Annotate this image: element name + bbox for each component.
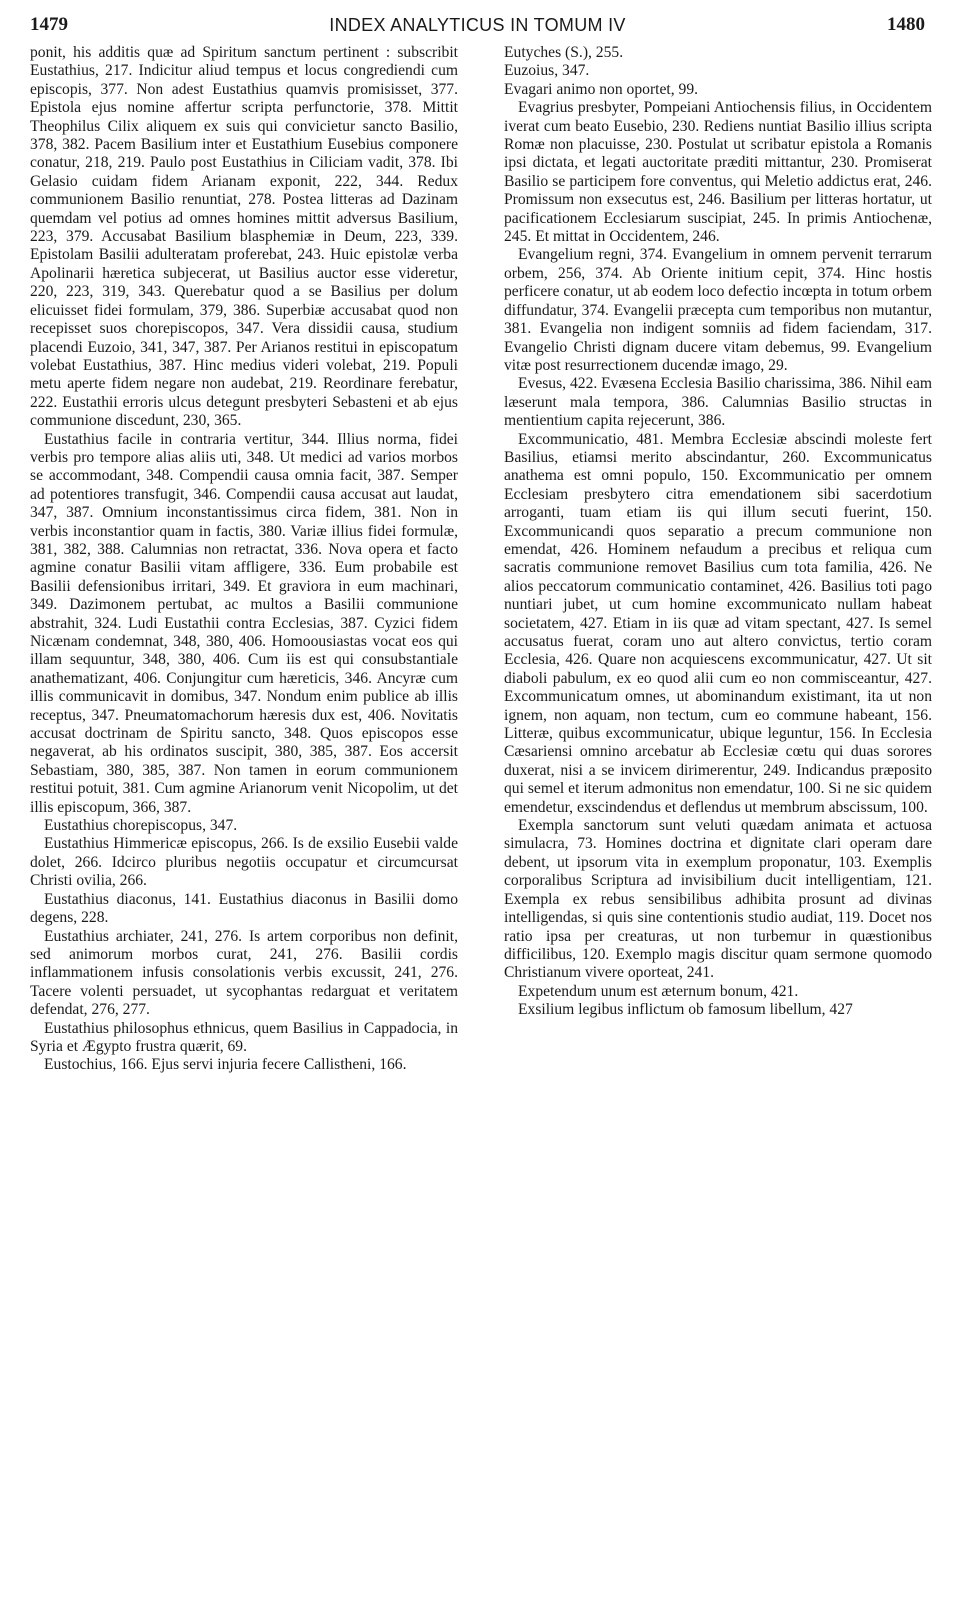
right-page-number: 1480 [887,14,925,35]
index-entry: ponit, his additis quæ ad Spiritum sanctum pertinent : subscribit Eustathius, 217. Indicitur aliud tempus et locus congrediendi cum episcopis, 377. Non adest Eustathius quamvis promisisset, 377. Epistola ejus nomine affertur scripta perfunctorie, 378. Mittit Theophilus Cilix aliquem ex suis qui convicietur sancto Basilio, 378, 382. Pacem Basilium inter et Eustathium Eusebius componere conatur, 218, 219. Paulo post Eustathius in Ciliciam vadit, 378. Ibi Gelasio cuidam fidem Arianam exponit, 222, 344. Redux communionem Basilio renuntiat, 278. Postea litteras ad Dazinam quemdam vel potius ad omnes homines mittit adversus Basilium, 223, 379. Accusabat Basilium blasphemiæ in Deum, 223, 339. Epistolam Basilii adulteratam proferebat, 243. Huic epistolæ verba Apolinarii hæretica subjecerat, ut Basilius auctor esse videretur, 220, 223, 319, 343. Querebatur quod a se Basilius per dolum elicuisset fidei formulam, 379, 386. Superbiæ accusabat quod non recepisset suos chorepiscopos, 347. Vera dissidii causa, studium placendi Euzoio, 341, 347, 387. Per Arianos restitui in episcopatum volebat Eustathius, 387. Hinc medius videri volebat, 219. Populi metu aperte fidem negare non audebat, 219. Reordinare ferebatur, 222. Eustathii erroris ulcus detegunt presbyteri Sebasteni et ab ejus communione discedunt, 230, 365. [30,44,458,430]
index-entry: Eustathius Himmericæ episcopus, 266. Is de exsilio Eusebii valde dolet, 266. Idcirco pluribus negotiis occupatur et circumcursat Christi ovilia, 266. [30,835,458,890]
index-entry: Evagrius presbyter, Pompeiani Antiochensis filius, in Occidentem iverat cum beato Eusebio, 230. Rediens nuntiat Basilio illius scripta Romæ non placuisse, 230. Postulat ut scribatur epistola a Romanis ipsi dictata, et legati auctoritate præditi mittantur, 230. Promiserat Basilio se participem fore conventus, qui Meletio addictus erat, 246. Promissum non exsecutus est, 246. Basilium per litteras hortatur, ut pacificationem Ecclesiarum suscipiat, 245. In primis Antiochenæ, 245. Et mittat in Occidentem, 246. [504,99,932,246]
running-title: INDEX ANALYTICUS IN TOMUM IV [329,15,626,35]
index-entry: Expetendum unum est æternum bonum, 421. [518,982,799,1000]
index-entry: Euzoius, 347. [504,62,590,80]
index-entry: Excommunicatio, 481. Membra Ecclesiæ abscindi moleste fert Basilius, etiamsi merito abscindantur, 260. Excommunicatus anathema est omni populo, 150. Excommunicatio per omnem Ecclesiam presbytero citra emendationem sibi sacerdotium arroganti, tuam etiam iis qui illum secuti fuerint, 150. Excommunicandi quos separatio a precum communione non emendat, 426. Hominem nefaudum a precibus et reliqua cum sacratis communione removet Basilius cum tota familia, 426. Ne alios peccatorum communicatio contaminet, 426. Basilius toti pago nuntiari jubet, ut cum homine excommunicato nullam habeat societatem, 427. Etiam in iis quæ ad vitam spectant, 427. Is semel accusatus fuerat, coram uno aut altero convictus, tertio coram Ecclesia, 426. Quare non acquiescens excommunicatur, 427. Ut sit diaboli pabulum, ex eo quod alii cum eo non commisceantur, 427. Excommunicatum omnes, ut abominandum existimant, ita ut non ignem, non aquam, non tectum, cum eo commune habeant, 156. Litteræ, quibus excommunicatur, ubique leguntur, 156. In Ecclesia Cæsariensi omnino arcebatur ab Ecclesiæ cœtu qui duas sorores duxerat, nisi a se invicem dirimerentur, 249. Indicandus præposito qui semel et iterum admonitus non emendatur, 100. Si ne sic quidem emendetur, exscindendus et deflendus ut membrum abscissum, 100. [504,430,932,816]
index-entry: Evangelium regni, 374. Evangelium in omnem pervenit terrarum orbem, 256, 374. Ab Oriente initium cepit, 374. Hinc hostis perficere conatur, ut ab eodem loco defectio incœpta in totum orbem diffundatur, 374. Evangelii præcepta cum temporibus non mutantur, 381. Evangelia non indigent somniis ad fidem faciendam, 317. Evangelio Christi dignam ducere vitam debemus, 99. Evangelium vitæ post resurrectionem ducendæ imago, 29. [504,246,932,374]
left-page-number: 1479 [30,14,68,35]
right-column [504,44,932,1020]
index-entry: Eustathius facile in contraria vertitur, 344. Illius norma, fidei verbis pro tempore alias aliis uti, 348. Ut medici ad varios morbos se accommodant, 348. Compendii causa omnia facit, 387. Semper ad potentiores transfugit, 346. Compendii causa accusat aut laudat, 347, 387. Omnium inconstantissimus circa fidem, 381. Non in verbis inconstantior quam in factis, 380. Variæ illius fidei formulæ, 381, 382, 388. Calumnias non retractat, 336. Nova opera et facto agmine conatur Basilii vitam affligere, 336. Eum probabile est Basilii defensionibus irritari, 349. Et graviora in eum machinari, 349. Dazimonem pertubat, ac multos a Basilii communione abstrahit, 324. Ludi Eustathii contra Ecclesias, 387. Cyzici fidem Nicænam condemnat, 348, 380, 406. Homoousiastas vocat eos qui illam sequuntur, 348, 380, 406. Cum iis est qui consubstantiale anathematizant, 406. Conjungitur cum hæreticis, 346. Ancyræ cum illis communicavit in domibus, 347. Nondum enim publice ab illis receptus, 347. Pneumatomachorum hæresis dux est, 406. Novitatis accusat doctrinam de Spiritu sancto, 348. Quos episcopos esse negaverat, ab his ordinatos suscipit, 380, 385, 387. Eos accersit Sebastiam, 380, 385, 387. Non tamen in eorum communionem restitui potuit, 381. Cum agmine Arianorum venit Nicopolim, ut det illis episcopum, 366, 387. [30,430,458,816]
index-entry: Exsilium legibus inflictum ob famosum libellum, 427 [518,1001,853,1019]
index-entry: Eustathius diaconus, 141. Eustathius diaconus in Basilii domo degens, 228. [30,890,458,927]
index-entry: Eutyches (S.), 255. [504,44,624,61]
index-entry: Eustathius philosophus ethnicus, quem Basilius in Cappadocia, in Syria et Ægypto frustra quærit, 69. [30,1019,458,1055]
index-entry: Evagari animo non oportet, 99. [504,80,699,98]
index-entry: Exempla sanctorum sunt veluti quædam animata et actuosa simulacra, 73. Homines doctrina et dignitate clari operam dare debent, ut ipsorum vita in exemplum proponatur, 103. Exemplis corporalibus Scriptura ad invisibilium ducit intelligentiam, 121. Exempla ex rebus sensibilibus adhibita prosunt ad divinas intelligendas, si quis sine contentionis studio audiat, 119. Docet nos ratio ipsa per creaturas, ut non turbemur in quæstionibus difficilibus, 120. Exemplo magis discitur quam sermone quomodo Christianum vivere oporteat, 241. [504,817,932,982]
index-entry: Eustochius, 166. Ejus servi injuria fecere Callistheni, 166. [44,1056,407,1074]
index-entry: Eustathius chorepiscopus, 347. [44,817,238,835]
index-entry: Eustathius archiater, 241, 276. Is artem corporibus non definit, sed animorum morbos curat, 241, 276. Basilii cordis inflammationem infusis consolationis verbis excussit, 241, 276. Tacere volenti persuadet, ut sycophantas redarguat et veritatem defendat, 276, 277. [30,927,458,1019]
left-column [30,44,458,1075]
index-entry: Evesus, 422. Evæsena Ecclesia Basilio charissima, 386. Nihil eam læserunt mala tempora, 386. Calumnias Basilio structas in mentientium capita rejecerunt, 386. [504,375,933,430]
page-header [30,14,925,42]
